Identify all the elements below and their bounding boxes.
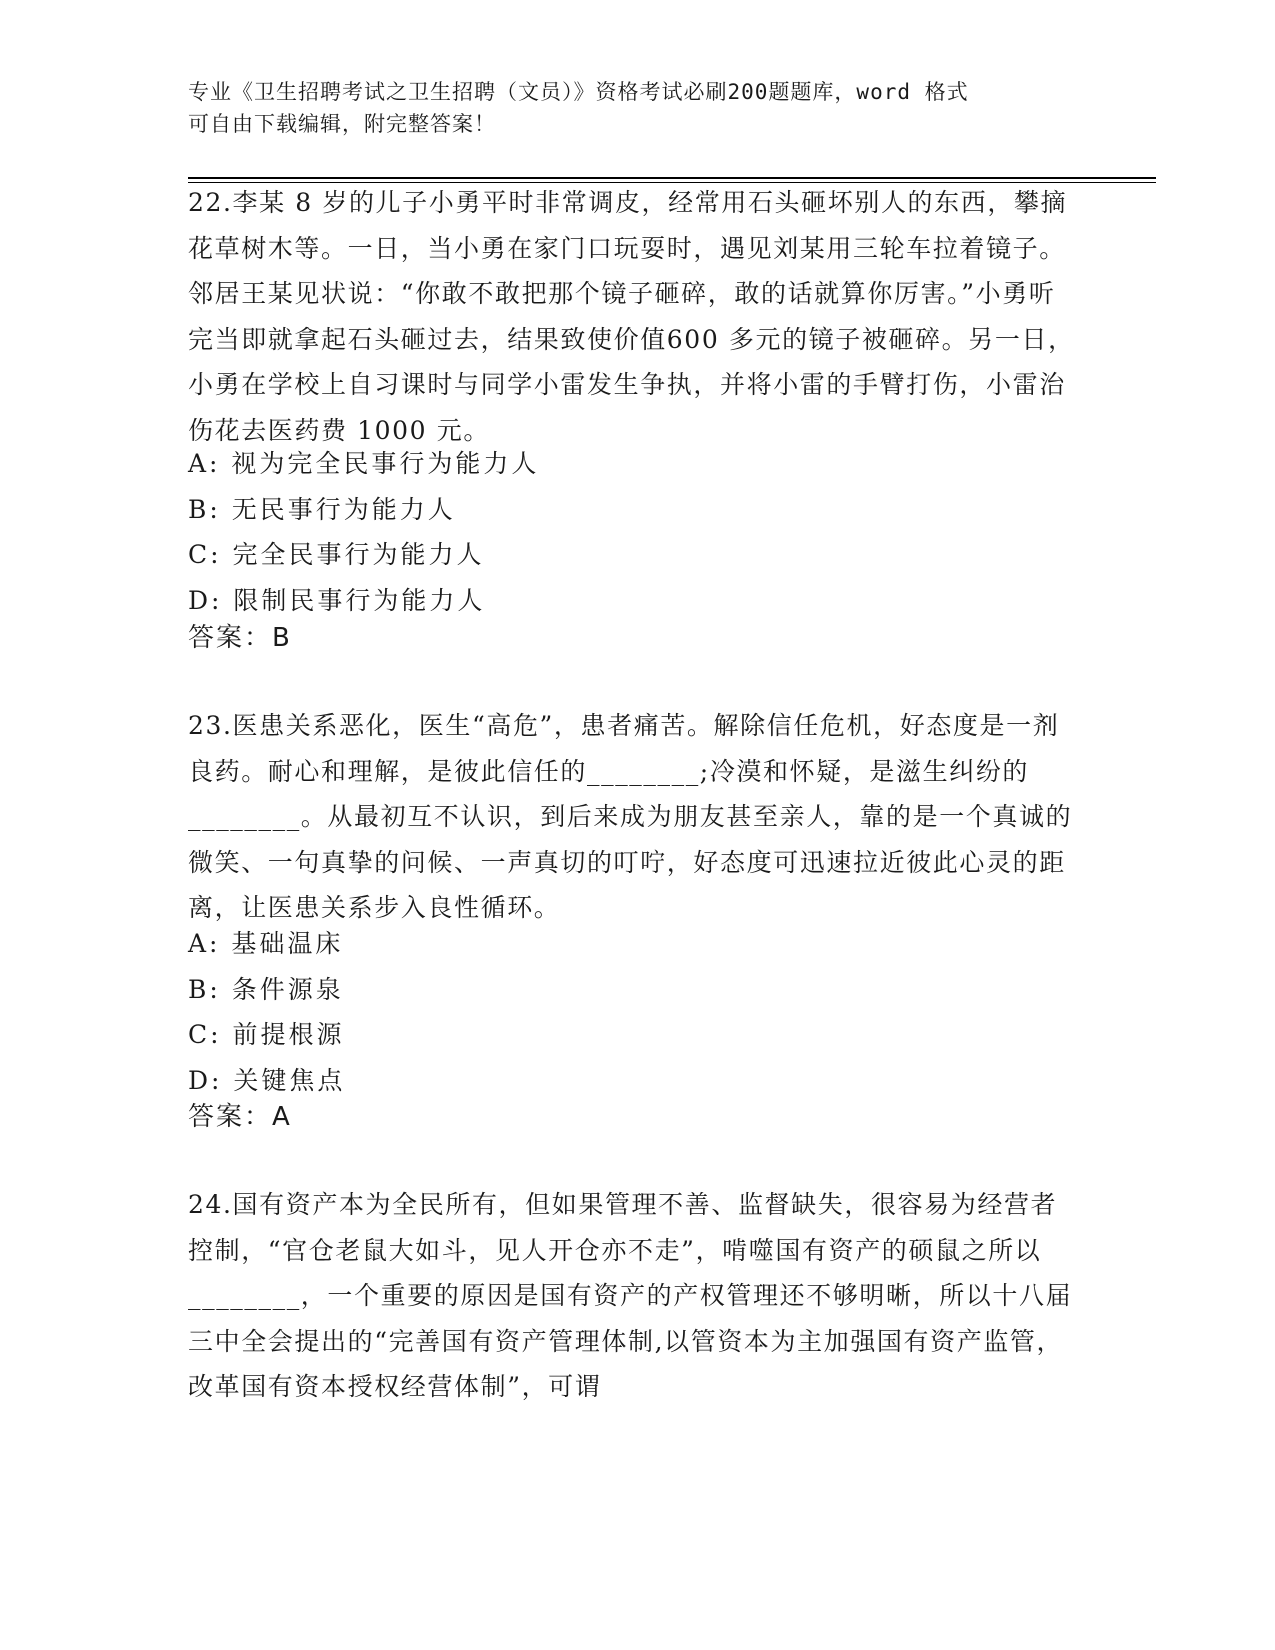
question-22-text: 22.李某 8 岁的儿子小勇平时非常调皮，经常用石头砸坏别人的东西，攀摘花草树木等。一日，当小勇在家门口玩耍时，遇见刘某用三轮车拉着镜子。邻居王某见状说：“你敢不敢把那个镜子砸碎，敢的话就算你厉害。”小勇听完当即就拿起石头砸过去，结果致使价值600 多元的镜子被砸碎。另一日，小勇在学校上自习课时与同学小雷发生争执，并将小雷的手臂打伤，小雷治伤花去医药费 1000 元。	[188, 188, 1075, 445]
option-d: D: 关键焦点	[188, 1065, 346, 1095]
question-23-options	[188, 921, 1078, 1103]
question-24-text: 24.国有资产本为全民所有，但如果管理不善、监督缺失，很容易为经营者控制，“官仓老鼠大如斗，见人开仓亦不走”，啃噬国有资产的硕鼠之所以________，一个重要的原因是国有资产的产权管理还不够明晰，所以十八届三中全会提出的“完善国有资产管理体制,以管资本为主加强国有资产监管，改革国有资本授权经营体制”，可谓	[188, 1190, 1073, 1401]
option-b: B: 条件源泉	[188, 974, 344, 1004]
header-line-1: 专业《卫生招聘考试之卫生招聘（文员）》资格考试必刷200题题库，word 格式	[188, 80, 969, 104]
document-header	[188, 76, 1088, 140]
question-22-answer: 答案：B	[188, 623, 292, 653]
question-22-options	[188, 441, 1078, 623]
option-d: D: 限制民事行为能力人	[188, 585, 486, 615]
option-a: A: 视为完全民事行为能力人	[188, 449, 540, 478]
question-23-text: 23.医患关系恶化，医生“高危”，患者痛苦。解除信任危机，好态度是一剂良药。耐心和理解，是彼此信任的________;冷漠和怀疑，是滋生纠纷的________。从最初互不认识，到后来成为朋友甚至亲人，靠的是一个真诚的微笑、一句真挚的问候、一声真切的叮咛，好态度可迅速拉近彼此心灵的距离，让医患关系步入良性循环。	[188, 711, 1073, 922]
question-23-answer: 答案：A	[188, 1102, 292, 1132]
option-a: A: 基础温床	[188, 929, 344, 958]
header-divider	[188, 177, 1156, 179]
header-line-2: 可自由下载编辑，附完整答案！	[188, 112, 496, 136]
option-c: C: 完全民事行为能力人	[188, 540, 485, 569]
option-c: C: 前提根源	[188, 1020, 345, 1049]
option-b: B: 无民事行为能力人	[188, 494, 456, 524]
